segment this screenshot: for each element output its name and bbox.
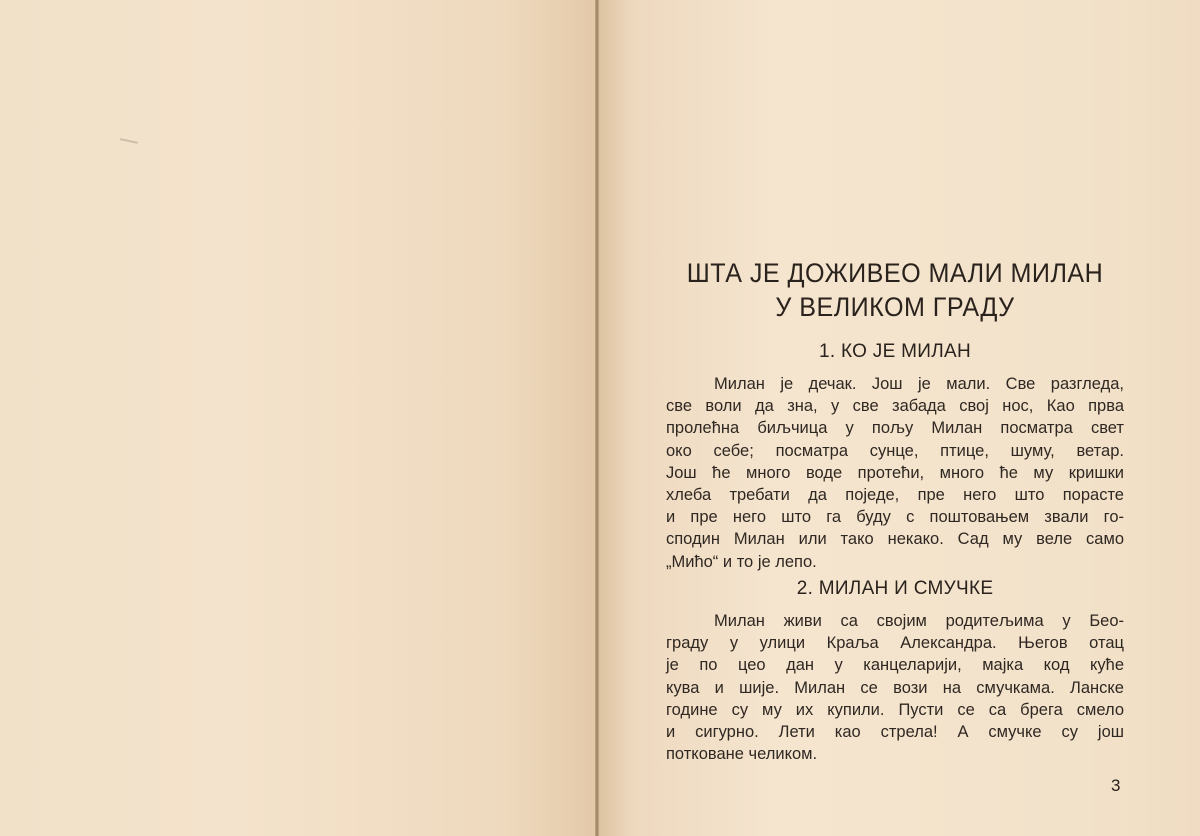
chapter-title-line-1: ШТА ЈЕ ДОЖИВЕО МАЛИ МИЛАН <box>686 258 1104 288</box>
paper-speck <box>120 138 138 144</box>
section-1-title: 1. КО ЈЕ МИЛАН <box>818 341 972 362</box>
book-gutter <box>595 0 599 836</box>
paragraph-line: „Мићо“ и то је лепо. <box>666 552 817 571</box>
paragraph-line: Милан живи са својим родитељима у Бео- <box>714 612 1124 630</box>
paragraph-line: све воли да зна, у све забада свој нос, Као прва <box>666 397 1124 416</box>
section-2-paragraph <box>666 610 1124 765</box>
paragraph-line: потковане челиком. <box>666 745 818 764</box>
section-2-title: 2. МИЛАН И СМУЧКЕ <box>796 578 994 599</box>
page-number: 3 <box>1111 776 1121 795</box>
chapter-title-line-2: У ВЕЛИКОМ ГРАДУ <box>775 292 1015 322</box>
paragraph-line: и пре него што га буду с поштовањем звали го- <box>666 508 1124 527</box>
chapter-title <box>680 256 1110 324</box>
paragraph-line: кува и шије. Милан се вози на смучкама. Ланске <box>666 678 1124 697</box>
paragraph-line: је по цео дан у канцеларији, мајка код куће <box>666 656 1124 675</box>
paragraph-line: Милан је дечак. Још је мали. Све разгледа, <box>714 375 1124 393</box>
paragraph-line: граду у улици Краља Александра. Његов отац <box>666 634 1124 653</box>
paragraph-line: године су му их купили. Пусти се са брега смело <box>666 700 1124 719</box>
paragraph-line: око себе; посматра сунце, птице, шуму, ветар. <box>666 441 1124 460</box>
paragraph-line: сподин Милан или тако некако. Сад му веле само <box>666 530 1124 549</box>
paragraph-line: и сигурно. Лети као стрела! А смучке су још <box>666 723 1124 742</box>
paragraph-line: пролећна биљчица у пољу Милан посматра свет <box>666 419 1124 438</box>
paragraph-line: хлеба требати да поједе, пре него што порасте <box>666 486 1124 505</box>
section-1-paragraph <box>666 373 1124 573</box>
left-page <box>0 0 597 836</box>
paragraph-line: Још ће много воде протећи, много ће му кришки <box>666 463 1124 482</box>
